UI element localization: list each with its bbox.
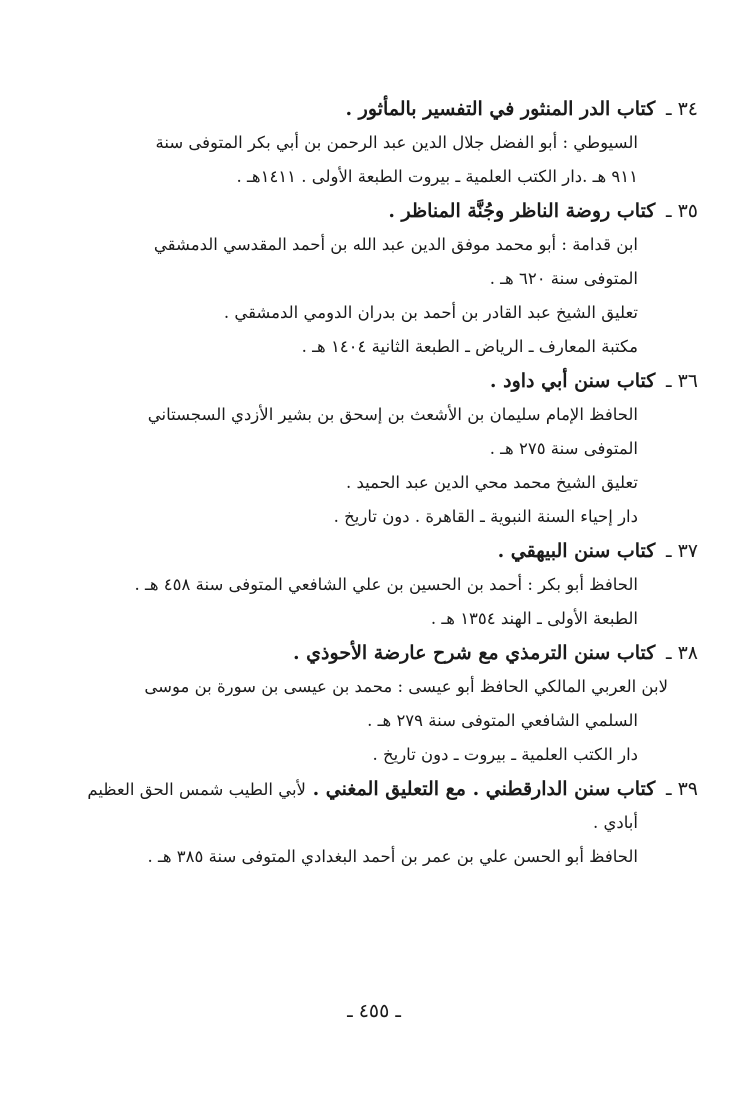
entry-line: الطبعة الأولى ـ الهند ١٣٥٤ هـ . <box>430 609 638 628</box>
entry-number: ٣٥ ـ <box>665 200 698 222</box>
entry-line: لابن العربي المالكي الحافظ أبو عيسى : محمد بن عيسى بن سورة بن موسى <box>144 677 668 696</box>
entry-title-text: كتاب الدر المنثور في التفسير بالمأثور . <box>345 98 656 120</box>
entry-line: تعليق الشيخ محمد محي الدين عبد الحميد . <box>346 473 638 492</box>
entry-title <box>60 92 698 126</box>
entry-number: ٣٩ ـ <box>665 778 698 800</box>
entry-line: الحافظ أبو الحسن علي بن عمر بن أحمد البغدادي المتوفى سنة ٣٨٥ هـ . <box>147 847 638 866</box>
entry-title-text: كتاب روضة الناظر وجُنَّة المناظر . <box>388 200 656 222</box>
entry-title-text: كتاب سنن أبي داود . <box>489 370 656 392</box>
entry-title <box>60 194 698 228</box>
entry-line: تعليق الشيخ عبد القادر بن أحمد بن بدران الدومي الدمشقي . <box>223 303 638 322</box>
entry-number: ٣٤ ـ <box>665 98 698 120</box>
entry-title-extra: لأبي الطيب شمس الحق العظيم <box>87 780 306 799</box>
entry-line: السيوطي : أبو الفضل جلال الدين عبد الرحمن بن أبي بكر المتوفى سنة <box>155 133 638 152</box>
entry-line: مكتبة المعارف ـ الرياض ـ الطبعة الثانية ١٤٠٤ هـ . <box>301 337 638 356</box>
reference-list <box>60 92 698 874</box>
reference-entry-35 <box>60 194 698 364</box>
entry-title-text: كتاب سنن الترمذي مع شرح عارضة الأحوذي . <box>292 642 656 664</box>
entry-line: ابن قدامة : أبو محمد موفق الدين عبد الله بن أحمد المقدسي الدمشقي <box>153 235 638 254</box>
reference-entry-36 <box>60 364 698 534</box>
reference-entry-37 <box>60 534 698 636</box>
entry-number: ٣٨ ـ <box>665 642 698 664</box>
entry-title <box>60 534 698 568</box>
entry-line: المتوفى سنة ٦٢٠ هـ . <box>489 269 638 288</box>
reference-entry-34 <box>60 92 698 194</box>
entry-line: دار الكتب العلمية ـ بيروت ـ دون تاريخ . <box>372 745 638 764</box>
entry-line: المتوفى سنة ٢٧٥ هـ . <box>489 439 638 458</box>
entry-line: الحافظ الإمام سليمان بن الأشعث بن إسحق بن بشير الأزدي السجستاني <box>147 405 638 424</box>
entry-title <box>60 636 698 670</box>
entry-number: ٣٧ ـ <box>665 540 698 562</box>
page-number: ـ ٤٥٥ ـ <box>347 1000 401 1022</box>
reference-entry-38 <box>60 636 698 772</box>
entry-line: أبادي . <box>593 813 638 832</box>
entry-title-text: كتاب سنن البيهقي . <box>497 540 656 562</box>
entry-title <box>60 772 698 806</box>
entry-title <box>60 364 698 398</box>
reference-entry-39 <box>60 772 698 874</box>
entry-number: ٣٦ ـ <box>665 370 698 392</box>
entry-title-text: كتاب سنن الدارقطني . مع التعليق المغني . <box>312 778 656 800</box>
entry-line: السلمي الشافعي المتوفى سنة ٢٧٩ هـ . <box>367 711 638 730</box>
entry-line: الحافظ أبو بكر : أحمد بن الحسين بن علي الشافعي المتوفى سنة ٤٥٨ هـ . <box>134 575 638 594</box>
entry-line: ٩١١ هـ .دار الكتب العلمية ـ بيروت الطبعة الأولى . ١٤١١هـ . <box>236 167 638 186</box>
entry-line: دار إحياء السنة النبوية ـ القاهرة . دون تاريخ . <box>333 507 638 526</box>
